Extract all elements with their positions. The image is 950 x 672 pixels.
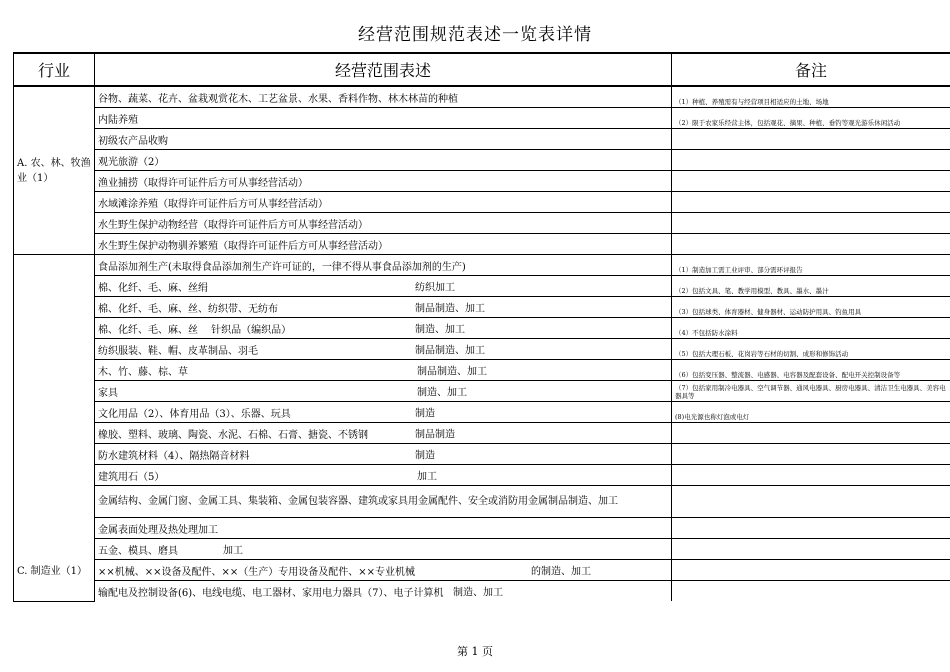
note-cell xyxy=(672,171,950,192)
scope-text: 木、竹、藤、棕、草 xyxy=(98,366,188,378)
scope-text: 家具 xyxy=(98,387,118,399)
table-row xyxy=(14,402,950,423)
table-row xyxy=(14,581,950,602)
table-row xyxy=(14,150,950,171)
scope-cell xyxy=(95,560,672,581)
note-cell: （1）制造加工需工业评审、部分需环评报告 xyxy=(672,255,950,276)
table-row xyxy=(14,213,950,234)
scope-suffix: 制造 xyxy=(415,408,435,420)
note-cell: （3）包括球类、体育器材、健身器材、运动防护用具、钓鱼用具 xyxy=(672,297,950,318)
table-row xyxy=(14,381,950,402)
note-cell: （6）包括变压器、整流器、电感器、电容器及配套设备、配电开关控制设备等 xyxy=(672,360,950,381)
scope-text: 防水建筑材料（4）、隔热隔音材料 xyxy=(98,450,250,462)
scope-text: 棉、化纤、毛、麻、丝 针织品（编织品） xyxy=(98,324,292,336)
scope-cell xyxy=(95,255,672,276)
page-footer: 第 1 页 xyxy=(457,645,493,658)
scope-cell xyxy=(95,423,672,444)
industry-cell-c: C. 制造业（1） xyxy=(14,255,95,602)
scope-text: 食品添加剂生产(未取得食品添加剂生产许可证的，一律不得从事食品添加剂的生产) xyxy=(98,261,466,273)
scope-cell xyxy=(95,465,672,486)
table-row xyxy=(14,486,950,518)
table-row xyxy=(14,423,950,444)
table-row xyxy=(14,192,950,213)
table-row xyxy=(14,539,950,560)
table-header-row xyxy=(14,53,950,86)
scope-text: 建筑用石（5） xyxy=(98,471,165,483)
scope-cell xyxy=(95,402,672,423)
scope-cell xyxy=(95,297,672,318)
scope-text: 棉、化纤、毛、麻、丝绢 xyxy=(98,282,208,294)
scope-cell: 观光旅游（2） xyxy=(95,150,672,171)
scope-cell xyxy=(95,518,672,539)
table-row xyxy=(14,297,950,318)
note-cell xyxy=(672,444,950,465)
scope-suffix: 制品制造、加工 xyxy=(415,303,485,315)
table-row xyxy=(14,444,950,465)
note-cell: （7）包括家用制冷电器具、空气调节器、通风电器具、厨房电器具、清洁卫生电器具、美容电器具等 xyxy=(672,381,950,402)
scope-cell: 水生野生保护动物驯养繁殖（取得许可证件后方可从事经营活动） xyxy=(95,234,672,255)
note-cell: (8)电光源也称灯泡或电灯 xyxy=(672,402,950,423)
table-row xyxy=(14,318,950,339)
scope-cell xyxy=(95,318,672,339)
scope-text: 输配电及控制设备(6)、电线电缆、电工器材、家用电力器具（7）、电子计算机 xyxy=(98,587,444,599)
header-note: 备注 xyxy=(672,53,950,86)
note-cell: （2）包括文具、笔、教学用模型、教具、墨水、墨汁 xyxy=(672,276,950,297)
note-cell xyxy=(672,192,950,213)
table-row xyxy=(14,234,950,255)
scope-cell: 谷物、蔬菜、花卉、盆栽观赏花木、工艺盆景、水果、香料作物、林木林苗的种植 xyxy=(95,86,672,108)
table-row xyxy=(14,465,950,486)
table-row xyxy=(14,360,950,381)
scope-cell: 渔业捕捞（取得许可证件后方可从事经营活动） xyxy=(95,171,672,192)
note-cell xyxy=(672,560,950,581)
scope-text: 文化用品（2）、体育用品（3）、乐器、玩具 xyxy=(98,408,291,420)
note-cell xyxy=(672,465,950,486)
scope-suffix: 制造 xyxy=(415,450,435,462)
scope-text: 金属结构、金属门窗、金属工具、集装箱、金属包装容器、建筑或家具用金属配件、安全或消防用金属制品制造、加工 xyxy=(98,496,618,507)
header-industry: 行业 xyxy=(14,53,95,86)
note-cell: （4）不包括防水涂料 xyxy=(672,318,950,339)
note-cell: （5）包括大理石板、花岗岩等石材的切割、成形和修饰活动 xyxy=(672,339,950,360)
note-cell xyxy=(672,129,950,150)
business-scope-table xyxy=(13,52,950,602)
scope-cell: 水域滩涂养殖（取得许可证件后方可从事经营活动） xyxy=(95,192,672,213)
table-row xyxy=(14,276,950,297)
table-row xyxy=(14,560,950,581)
table-row xyxy=(14,171,950,192)
scope-cell xyxy=(95,381,672,402)
note-cell xyxy=(672,213,950,234)
scope-cell: 内陆养殖 xyxy=(95,108,672,129)
scope-suffix: 制造、加工 xyxy=(453,587,503,599)
scope-cell xyxy=(95,339,672,360)
scope-text: 五金、模具、磨具 xyxy=(98,545,178,557)
scope-text: 纺织服装、鞋、帽、皮革制品、羽毛 xyxy=(98,345,258,357)
scope-text: 金属表面处理及热处理加工 xyxy=(98,524,218,536)
note-cell xyxy=(672,539,950,560)
note-cell xyxy=(672,423,950,444)
table-row xyxy=(14,518,950,539)
scope-cell xyxy=(95,581,672,602)
scope-cell xyxy=(95,444,672,465)
scope-text: 橡胶、塑料、玻璃、陶瓷、水泥、石棉、石膏、搪瓷、不锈钢 xyxy=(98,429,368,441)
note-cell: （2）限于农家乐经营主体，包括观花、摘果、种植、垂钓等观光游乐休闲活动 xyxy=(672,108,950,129)
scope-cell xyxy=(95,539,672,560)
table-row xyxy=(14,339,950,360)
scope-suffix: 制品制造、加工 xyxy=(417,366,487,378)
note-cell xyxy=(672,486,950,518)
scope-suffix: 制品制造 xyxy=(415,429,455,441)
scope-suffix: 加工 xyxy=(417,471,437,483)
industry-cell-a: A. 农、林、牧渔业（1） xyxy=(14,86,95,255)
scope-suffix: 加工 xyxy=(223,545,243,557)
table-row xyxy=(14,86,950,108)
scope-cell xyxy=(95,486,672,518)
scope-cell xyxy=(95,276,672,297)
scope-cell xyxy=(95,360,672,381)
note-cell xyxy=(672,150,950,171)
scope-cell: 水生野生保护动物经营（取得许可证件后方可从事经营活动） xyxy=(95,213,672,234)
note-cell xyxy=(672,581,950,602)
table-row xyxy=(14,129,950,150)
scope-suffix: 制造、加工 xyxy=(417,387,467,399)
scope-suffix: 的制造、加工 xyxy=(531,566,591,578)
header-scope: 经营范围表述 xyxy=(95,53,672,86)
note-cell xyxy=(672,234,950,255)
page-title: 经营范围规范表述一览表详情 xyxy=(358,25,592,45)
note-cell xyxy=(672,518,950,539)
table-row xyxy=(14,255,950,276)
scope-text: 棉、化纤、毛、麻、丝、纺织带、无纺布 xyxy=(98,303,278,315)
scope-cell: 初级农产品收购 xyxy=(95,129,672,150)
scope-text: ××机械、××设备及配件、××（生产）专用设备及配件、××专业机械 xyxy=(98,566,416,578)
scope-suffix: 制造、加工 xyxy=(415,324,465,336)
scope-suffix: 制品制造、加工 xyxy=(415,345,485,357)
note-cell: （1）种植、养殖需有与经营项目相适应的土地、场地 xyxy=(672,86,950,108)
scope-suffix: 纺织加工 xyxy=(415,282,455,294)
table-row xyxy=(14,108,950,129)
